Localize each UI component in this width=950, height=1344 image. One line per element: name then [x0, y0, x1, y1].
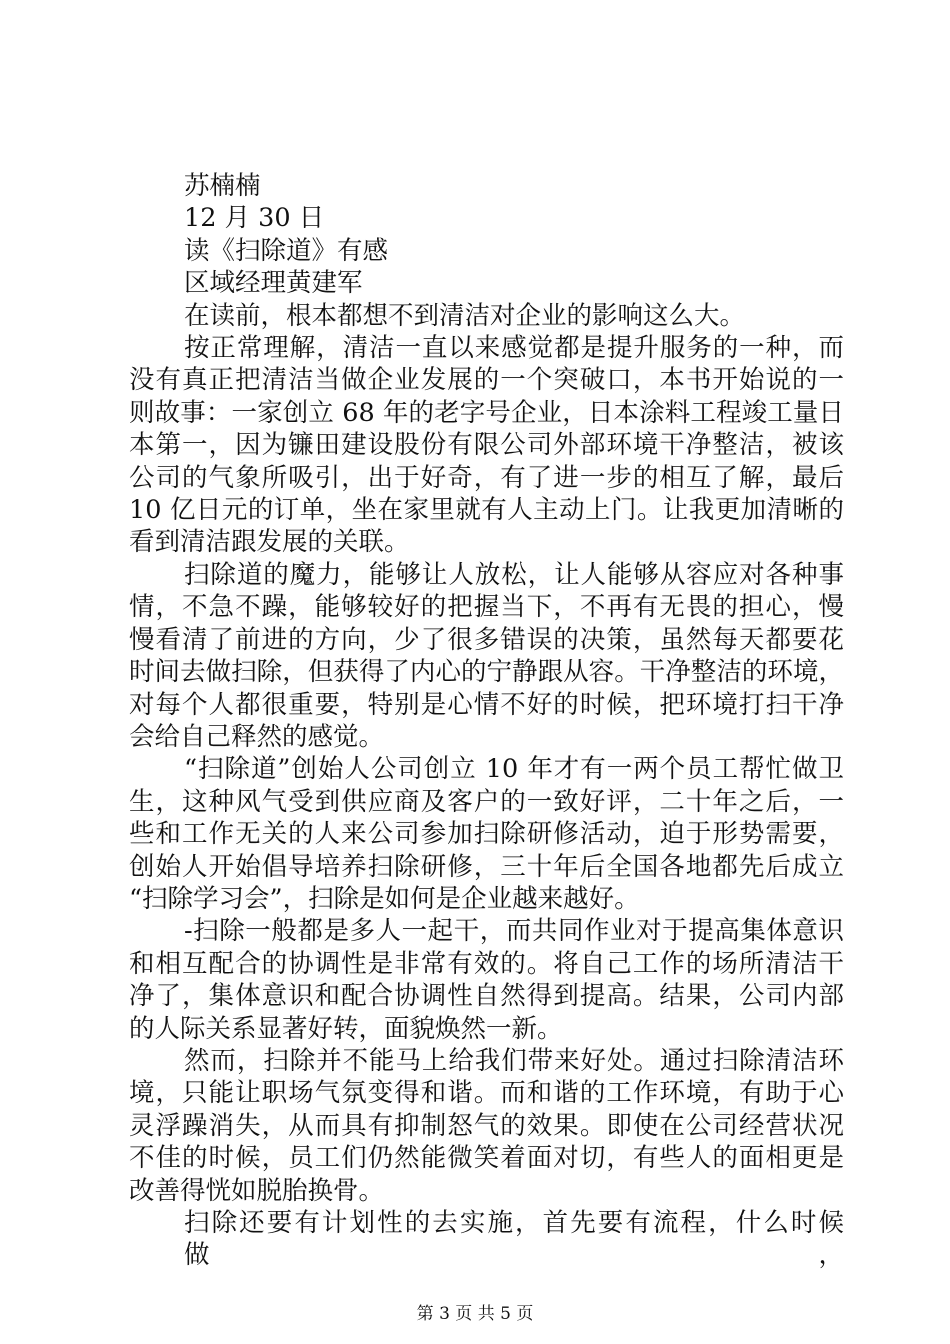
paragraph-line: 些和工作无关的人来公司参加扫除研修活动，迫于形势需要，: [129, 819, 844, 850]
paragraph-line: 灵浮躁消失，从而具有抑制怒气的效果。即使在公司经营状况: [129, 1110, 844, 1141]
paragraph-line: “扫除学习会”，扫除是如何是企业越来越好。: [129, 883, 640, 914]
paragraph-line: 看到清洁跟发展的关联。: [129, 527, 410, 558]
paragraph-line: 和相互配合的协调性是非常有效的。将自己工作的场所清洁干: [129, 948, 844, 979]
paragraph-line: 公司的气象所吸引，出于好奇，有了进一步的相互了解，最后: [129, 462, 844, 493]
paragraph-1: [129, 300, 844, 332]
paragraph-line: “扫除道”创始人公司创立 10 年才有一两个员工帮忙做卫: [184, 754, 844, 785]
paragraph-line: 对每个人都很重要，特别是心情不好的时候，把环境打扫干净: [129, 689, 844, 720]
paragraph-line: 境，只能让职场气氛变得和谐。而和谐的工作环境，有助于心: [129, 1078, 844, 1109]
paragraph-5: [129, 915, 844, 1045]
author-title: 区域经理黄建军: [184, 268, 363, 299]
page-footer: [0, 1299, 950, 1324]
paragraph-line: 的人际关系显著好转，面貌焕然一新。: [129, 1013, 563, 1044]
paragraph-line: 慢看清了前进的方向，少了很多错误的决策，虽然每天都要花: [129, 624, 844, 655]
paragraph-line: 在读前，根本都想不到清洁对企业的影响这么大。: [184, 300, 746, 331]
document-body: [129, 170, 844, 1272]
paragraph-line: 时间去做扫除，但获得了内心的宁静跟从容。干净整洁的环境，: [129, 657, 844, 688]
paragraph-line: 本第一，因为镰田建设股份有限公司外部环境干净整洁，被该: [129, 430, 844, 461]
paragraph-line: 会给自己释然的感觉。: [129, 721, 385, 752]
paragraph-line: 扫除道的魔力，能够让人放松，让人能够从容应对各种事: [184, 559, 844, 590]
paragraph-line: 10 亿日元的订单，坐在家里就有人主动上门。让我更加清晰的: [129, 495, 844, 526]
paragraph-line: 情，不急不躁，能够较好的把握当下，不再有无畏的担心，慢: [129, 592, 844, 623]
paragraph-line: 净了，集体意识和配合协调性自然得到提高。结果，公司内部: [129, 981, 844, 1012]
paragraph-line: 没有真正把清洁当做企业发展的一个突破口，本书开始说的一: [129, 365, 844, 396]
paragraph-line: 创始人开始倡导培养扫除研修，三十年后全国各地都先后成立: [129, 851, 844, 882]
article-title: 读《扫除道》有感: [184, 235, 389, 266]
author-name: 苏楠楠: [184, 171, 261, 201]
paragraph-2: [129, 332, 844, 559]
paragraph-4: [129, 753, 844, 915]
paragraph-line: 生，这种风气受到供应商及客户的一致好评，二十年之后，一: [129, 786, 844, 817]
paragraph-7: [129, 1207, 844, 1272]
paragraph-line: 改善得恍如脱胎换骨。: [129, 1175, 385, 1206]
paragraph-line: 则故事：一家创立 68 年的老字号企业，日本涂料工程竣工量日: [129, 397, 844, 428]
paragraph-line: 按正常理解，清洁一直以来感觉都是提升服务的一种，而: [184, 333, 844, 364]
paragraph-line: 扫除还要有计划性的去实施，首先要有流程，什么时候做，: [184, 1208, 844, 1271]
paragraph-line: 不佳的时候，员工们仍然能微笑着面对切，有些人的面相更是: [129, 1143, 844, 1174]
paragraph-3: [129, 559, 844, 753]
paragraph-6: [129, 1045, 844, 1207]
paragraph-line: 然而，扫除并不能马上给我们带来好处。通过扫除清洁环: [184, 1045, 844, 1076]
date-line: 12 月 30 日: [184, 203, 325, 234]
paragraph-line: -扫除一般都是多人一起干，而共同作业对于提高集体意识: [184, 916, 844, 947]
page-number: 第 3 页 共 5 页: [416, 1304, 534, 1324]
